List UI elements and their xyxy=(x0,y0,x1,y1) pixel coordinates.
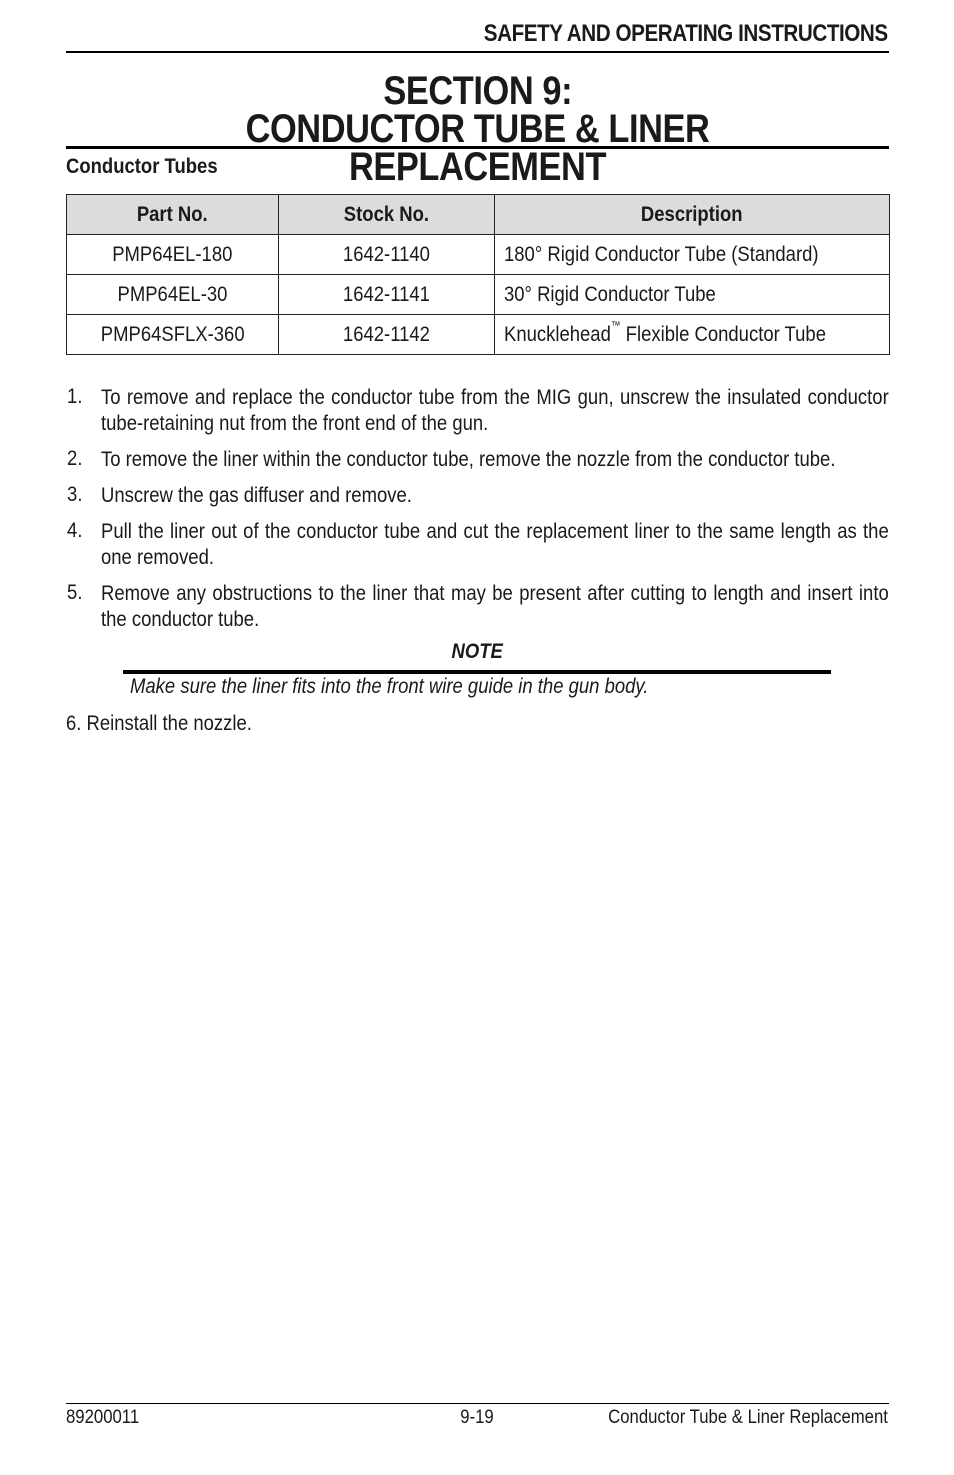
part-no-cell: PMP64SFLX-360 xyxy=(67,315,279,355)
parts-table xyxy=(66,194,890,355)
column-header-stock-no: Stock No. xyxy=(278,195,494,235)
part-no-cell: PMP64EL-30 xyxy=(67,275,279,315)
header-rule xyxy=(66,51,889,53)
stock-no-cell: 1642-1142 xyxy=(278,315,494,355)
step-number: 1. xyxy=(67,385,83,408)
table-header-row xyxy=(67,195,890,235)
note-rule xyxy=(123,670,831,674)
footer-rule xyxy=(66,1403,889,1404)
table-row xyxy=(67,315,890,355)
running-header: SAFETY AND OPERATING INSTRUCTIONS xyxy=(484,20,888,47)
table-row xyxy=(67,235,890,275)
note-text: Make sure the liner fits into the front wire guide in the gun body. xyxy=(130,675,649,698)
section-title-line2: CONDUCTOR TUBE & LINER REPLACEMENT xyxy=(245,107,710,189)
list-item xyxy=(66,519,889,571)
description-brand-text: Knucklehead xyxy=(504,322,611,346)
trademark-symbol: ™ xyxy=(610,319,621,332)
step-number: 3. xyxy=(67,483,83,506)
list-item xyxy=(66,581,889,633)
footer-section-name: Conductor Tube & Liner Replacement xyxy=(608,1407,888,1428)
step-text: Remove any obstructions to the liner that may be present after cutting to length and insert into the conductor tube. xyxy=(101,582,889,631)
part-no-cell: PMP64EL-180 xyxy=(67,235,279,275)
step-number: 4. xyxy=(67,519,83,542)
column-header-part-no: Part No. xyxy=(67,195,279,235)
stock-no-cell: 1642-1140 xyxy=(278,235,494,275)
list-item xyxy=(66,385,889,437)
step-6-text: 6. Reinstall the nozzle. xyxy=(66,712,252,735)
description-cell xyxy=(495,315,890,355)
subheading-conductor-tubes: Conductor Tubes xyxy=(66,155,218,178)
step-number: 2. xyxy=(67,447,83,470)
description-cell: 180° Rigid Conductor Tube (Standard) xyxy=(495,235,890,275)
step-text: Pull the liner out of the conductor tube and cut the replacement liner to the same length as the one removed. xyxy=(101,520,889,569)
list-item xyxy=(66,483,889,509)
step-text: To remove the liner within the conductor tube, remove the nozzle from the conductor tube. xyxy=(101,448,836,471)
footer-page-number: 9-19 xyxy=(460,1407,494,1428)
step-text: To remove and replace the conductor tube from the MIG gun, unscrew the insulated conductor tube-retaining nut from the front end of the gun. xyxy=(101,386,889,435)
instruction-steps xyxy=(66,385,889,643)
stock-no-cell: 1642-1141 xyxy=(278,275,494,315)
note-label: NOTE xyxy=(451,640,504,663)
step-number: 5. xyxy=(67,581,83,604)
list-item xyxy=(66,447,889,473)
step-text: Unscrew the gas diffuser and remove. xyxy=(101,484,412,507)
table-row xyxy=(67,275,890,315)
description-cell: 30° Rigid Conductor Tube xyxy=(495,275,890,315)
description-rest-text: Flexible Conductor Tube xyxy=(620,322,827,346)
footer-doc-number: 89200011 xyxy=(66,1407,140,1428)
section-rule xyxy=(66,146,889,149)
section-title-line1: SECTION 9: xyxy=(383,69,572,113)
column-header-description: Description xyxy=(495,195,890,235)
